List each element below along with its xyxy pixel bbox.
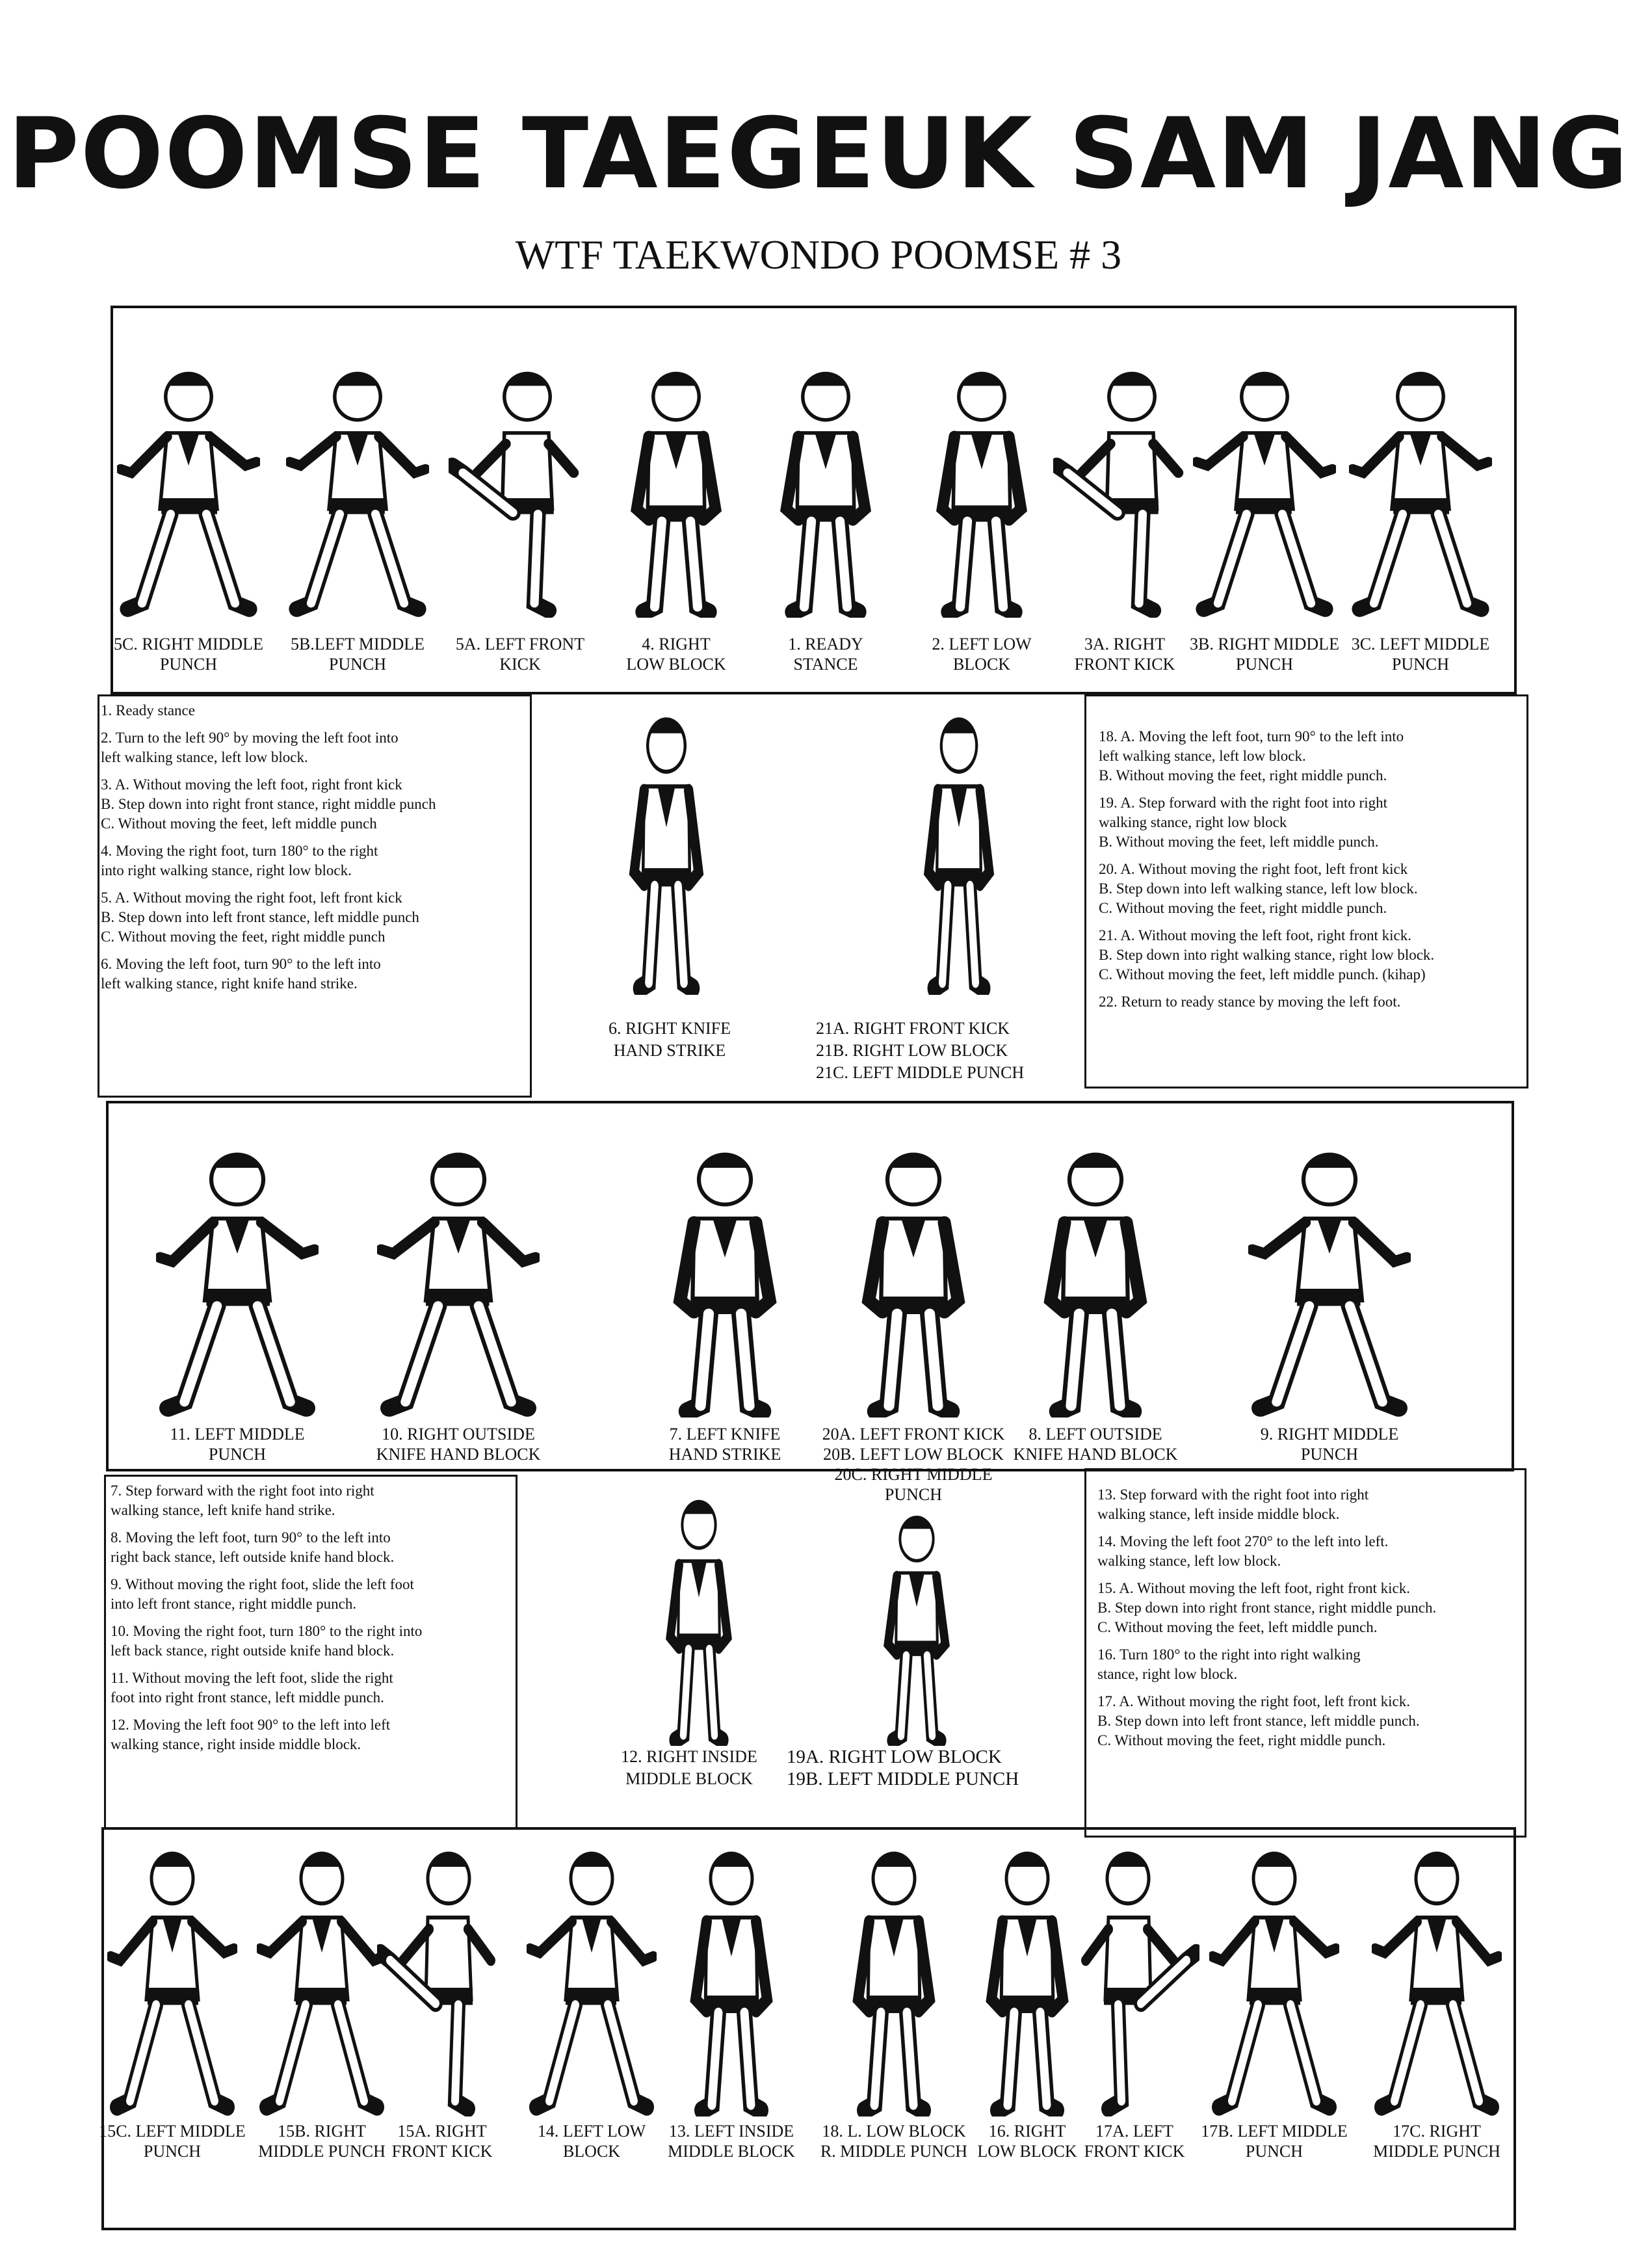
figure-caption: 21A. RIGHT FRONT KICK 21B. RIGHT LOW BLOCK 21C. LEFT MIDDLE PUNCH — [816, 1019, 1025, 1082]
figure-caption: 17A. LEFT FRONT KICK — [1084, 2122, 1185, 2161]
figure-right-low-block — [852, 1509, 982, 1746]
steps-1-6 — [101, 701, 530, 1001]
step-text: 4. Moving the right foot, turn 180° to the right into right walking stance, right low block. — [101, 843, 378, 878]
step-text: 16. Turn 180° to the right into right walking stance, right low block. — [1097, 1646, 1361, 1682]
karate-figure — [449, 364, 592, 618]
step-text: 20. A. Without moving the right foot, left front kick B. Step down into left walking stance, left low block. C. Without moving the feet, right middle punch. — [1099, 861, 1418, 916]
step-text: 22. Return to ready stance by moving the left foot. — [1099, 994, 1401, 1010]
figure-caption: 17B. LEFT MIDDLE PUNCH — [1201, 2122, 1348, 2161]
karate-figure — [377, 1144, 540, 1418]
step-text: 19. A. Step forward with the right foot into right walking stance, right low block B. Without moving the feet, left middle punch. — [1099, 795, 1387, 850]
steps-13-17 — [1097, 1485, 1526, 1758]
karate-figure — [117, 364, 260, 618]
figure-caption: 2. LEFT LOW BLOCK — [932, 635, 1032, 674]
karate-figure-icon — [1014, 1144, 1177, 1418]
karate-figure — [1209, 1843, 1339, 2116]
step-text: 17. A. Without moving the right foot, left front kick. B. Step down into left front stance, left middle punch. C. Without moving the feet, right middle punch. — [1097, 1693, 1420, 1748]
step-text: 3. A. Without moving the left foot, right front kick B. Step down into right front stance, right middle punch C. Without moving the feet, left middle punch — [101, 776, 436, 832]
karate-figure-icon — [1209, 1843, 1339, 2116]
figure-caption: 15C. LEFT MIDDLE PUNCH — [99, 2122, 246, 2161]
step-text: 1. Ready stance — [101, 702, 195, 719]
karate-figure-icon — [910, 364, 1053, 618]
figure-caption: 5B.LEFT MIDDLE PUNCH — [290, 635, 425, 674]
karate-figure — [107, 1843, 237, 2116]
figure-caption: 14. LEFT LOW BLOCK — [537, 2122, 646, 2161]
karate-figure-icon — [449, 364, 592, 618]
karate-figure — [910, 364, 1053, 618]
karate-figure — [1014, 1144, 1177, 1418]
karate-figure — [257, 1843, 387, 2116]
figure-caption: 8. LEFT OUTSIDE KNIFE HAND BLOCK — [1013, 1425, 1178, 1464]
step-text: 12. Moving the left foot 90° to the left into left walking stance, right inside middle block. — [111, 1717, 391, 1752]
karate-figure — [527, 1843, 657, 2116]
karate-figure-icon — [527, 1843, 657, 2116]
figure-inside-middle-block — [634, 1492, 764, 1746]
step-text: 2. Turn to the left 90° by moving the left foot into left walking stance, left low block. — [101, 730, 399, 765]
figure-caption: 18. L. LOW BLOCK R. MIDDLE PUNCH — [820, 2122, 968, 2161]
figure-caption: 19A. RIGHT LOW BLOCK 19B. LEFT MIDDLE PUNCH — [787, 1747, 1019, 1789]
karate-figure-icon — [286, 364, 429, 618]
figure-caption: 13. LEFT INSIDE MIDDLE BLOCK — [668, 2122, 795, 2161]
step-text: 13. Step forward with the right foot into right walking stance, left inside middle block. — [1097, 1486, 1369, 1522]
figure-caption: 1. READY STANCE — [788, 635, 863, 674]
figure-caption: 3A. RIGHT FRONT KICK — [1074, 635, 1175, 674]
karate-figure — [1248, 1144, 1411, 1418]
karate-figure-icon — [605, 364, 748, 618]
karate-figure-icon — [608, 709, 725, 995]
karate-figure-icon — [377, 1843, 507, 2116]
step-text: 15. A. Without moving the left foot, right front kick. B. Step down into right front stance, right middle punch. C. Without moving the feet, left middle punch. — [1097, 1580, 1437, 1635]
step-text: 14. Moving the left foot 270° to the left into left. walking stance, left low block. — [1097, 1533, 1389, 1569]
karate-figure-icon — [904, 709, 1014, 995]
figure-caption: 12. RIGHT INSIDE MIDDLE BLOCK — [621, 1747, 757, 1788]
figure-caption: 5C. RIGHT MIDDLE PUNCH — [114, 635, 263, 674]
karate-figure-icon — [1069, 1843, 1199, 2116]
karate-figure-icon — [644, 1144, 806, 1418]
step-text: 21. A. Without moving the left foot, right front kick. B. Step down into right walking stance, right low block. C. Without moving the feet, left middle punch. (kihap) — [1099, 927, 1435, 982]
karate-figure-icon — [377, 1144, 540, 1418]
karate-figure — [377, 1843, 507, 2116]
figure-caption: 17C. RIGHT MIDDLE PUNCH — [1373, 2122, 1500, 2161]
karate-figure-icon — [865, 1509, 969, 1746]
figure-caption: 5A. LEFT FRONT KICK — [455, 635, 585, 674]
karate-figure-icon — [832, 1144, 995, 1418]
karate-figure — [1349, 364, 1492, 618]
karate-figure — [1193, 364, 1336, 618]
step-text: 6. Moving the left foot, turn 90° to the left into left walking stance, right knife hand strike. — [101, 956, 381, 992]
step-text: 11. Without moving the left foot, slide the right foot into right front stance, left middle punch. — [111, 1670, 393, 1706]
figure-right-front-kick — [887, 709, 1030, 995]
figure-caption: 6. RIGHT KNIFE HAND STRIKE — [608, 1019, 731, 1060]
step-text: 9. Without moving the right foot, slide the left foot into left front stance, right middle punch. — [111, 1576, 414, 1612]
step-text: 18. A. Moving the left foot, turn 90° to the left into left walking stance, left low block. B. Without moving the feet, right middle punch. — [1099, 728, 1404, 784]
karate-figure — [1372, 1843, 1502, 2116]
karate-figure-icon — [117, 364, 260, 618]
karate-figure — [829, 1843, 959, 2116]
figure-caption: 10. RIGHT OUTSIDE KNIFE HAND BLOCK — [376, 1425, 541, 1464]
karate-figure — [605, 364, 748, 618]
figure-knife-hand-strike — [588, 709, 744, 995]
steps-7-12 — [111, 1481, 517, 1762]
karate-figure — [1053, 364, 1196, 618]
figure-caption: 3B. RIGHT MIDDLE PUNCH — [1190, 635, 1339, 674]
karate-figure — [1069, 1843, 1199, 2116]
karate-figure-icon — [1248, 1144, 1411, 1418]
karate-figure — [156, 1144, 319, 1418]
figure-caption: 20A. LEFT FRONT KICK 20B. LEFT LOW BLOCK 20C. RIGHT MIDDLE PUNCH — [822, 1425, 1005, 1504]
figure-caption: 4. RIGHT LOW BLOCK — [626, 635, 726, 674]
karate-figure — [666, 1843, 796, 2116]
step-text: 8. Moving the left foot, turn 90° to the left into right back stance, left outside knife hand block. — [111, 1529, 395, 1565]
karate-figure-icon — [1193, 364, 1336, 618]
karate-figure-icon — [156, 1144, 319, 1418]
karate-figure-icon — [257, 1843, 387, 2116]
karate-figure-icon — [829, 1843, 959, 2116]
karate-figure-icon — [666, 1843, 796, 2116]
karate-figure — [832, 1144, 995, 1418]
karate-figure-icon — [754, 364, 897, 618]
figure-caption: 16. RIGHT LOW BLOCK — [977, 2122, 1077, 2161]
steps-18-22 — [1099, 727, 1528, 1020]
karate-figure-icon — [1349, 364, 1492, 618]
step-text: 7. Step forward with the right foot into right walking stance, left knife hand strike. — [111, 1483, 374, 1518]
karate-figure-icon — [1372, 1843, 1502, 2116]
figure-caption: 15A. RIGHT FRONT KICK — [391, 2122, 493, 2161]
figure-caption: 9. RIGHT MIDDLE PUNCH — [1260, 1425, 1399, 1464]
karate-figure — [286, 364, 429, 618]
step-text: 10. Moving the right foot, turn 180° to the right into left back stance, right outside knife hand block. — [111, 1623, 423, 1659]
figure-caption: 15B. RIGHT MIDDLE PUNCH — [258, 2122, 386, 2161]
page-subtitle: WTF TAEKWONDO POOMSE # 3 — [515, 231, 1122, 278]
karate-figure — [644, 1144, 806, 1418]
page-title: POOMSE TAEGEUK SAM JANG — [7, 98, 1630, 211]
step-text: 5. A. Without moving the right foot, left front kick B. Step down into left front stance, left middle punch C. Without moving the feet, right middle punch — [101, 890, 419, 945]
karate-figure-icon — [107, 1843, 237, 2116]
figure-caption: 3C. LEFT MIDDLE PUNCH — [1351, 635, 1490, 674]
figure-caption: 11. LEFT MIDDLE PUNCH — [170, 1425, 305, 1464]
karate-figure-icon — [1053, 364, 1196, 618]
karate-figure — [754, 364, 897, 618]
figure-caption: 7. LEFT KNIFE HAND STRIKE — [668, 1425, 781, 1464]
karate-figure-icon — [647, 1492, 751, 1746]
